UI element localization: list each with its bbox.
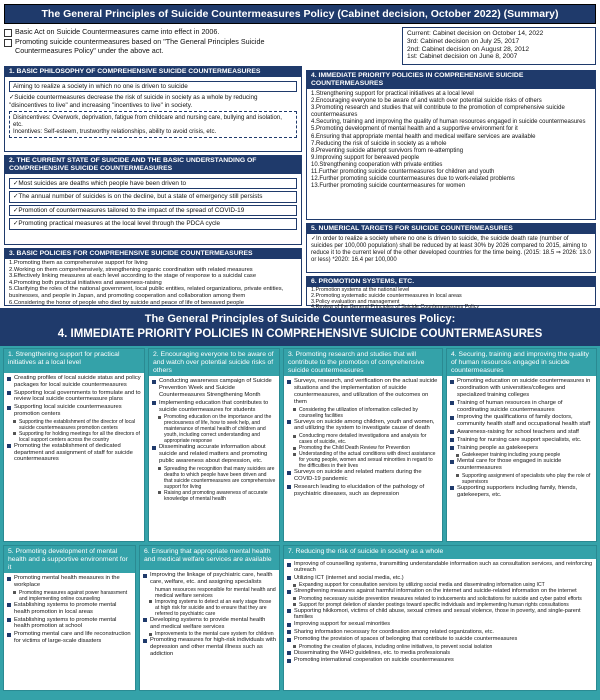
list-item: Creating profiles of local suicide status and policy packages for local suicide countermeasures xyxy=(7,375,141,389)
priority-card-6 xyxy=(139,545,280,691)
section-header: 3. BASIC POLICIES FOR COMPREHENSIVE SUICIDE COUNTERMEASURES xyxy=(5,249,301,259)
list-item: Supporting hikikomori, victims of child abuse, sexual crimes and sexual violence, those in poverty, and single-parent families xyxy=(287,608,593,621)
card-title: 5. Promoting development of mental health and a supportive environment for it xyxy=(4,546,135,573)
list-item: Surveys on suicide among children, youth and women, and utilizing the system to investigate cause of death xyxy=(287,419,439,433)
card-title: 4. Securing, training and improving the quality of human resources engaged in suicide countermeasures xyxy=(447,349,596,376)
list-item: Improving support for sexual minorities xyxy=(287,621,593,627)
list-item: Surveys, research, and verification on the actual suicide situations and the implementation of suicide countermeasures, and utilization of the outcomes on them xyxy=(287,378,439,405)
section-header: 5. NUMERICAL TARGETS FOR SUICIDE COUNTERMEASURES xyxy=(307,224,595,234)
card-title: 7. Reducing the risk of suicide in society as a whole xyxy=(284,546,596,559)
section-priority-policies: 4. IMMEDIATE PRIORITY POLICIES IN COMPREHENSIVE SUICIDE COUNTERMEASURES 1.Strengthening support for practical initiatives at a local level 2.Encouraging everyone to be aware of and watch over potential suicide risks of others 3.Promoting research and studies that will contribute to the promotion of comprehensive suicide countermeasures 4.Securing, training and improving the quality of human resources engaged in suicide countermeasures 5.Promoting development of mental health and a supportive environment for it 6.Ensuring that appropriate mental health and medical welfare services are available 7.Reducing the risk of suicide in society as a whole 8.Preventing suicide attempt survivors from re-attempting 9.Improving support for bereaved people 10.Strengthening cooperation with private entities 11.Further promoting suicide countermeasures for children and youth 12.Further promoting suicide countermeasures due to work-related problems 13.Further promoting suicide countermeasures for women xyxy=(306,70,596,220)
section-header: 1. BASIC PHILOSOPHY OF COMPREHENSIVE SUICIDE COUNTERMEASURES xyxy=(5,67,301,77)
list-item: Establishing systems to promote mental health promotion at school xyxy=(7,617,132,631)
card-title: 3. Promoting research and studies that will contribute to the promotion of comprehensive suicide countermeasures xyxy=(284,349,442,376)
sub-item: Improving systems to detect at an early stage those at high risk for suicide and to ensure that they are referred to psychiatric care xyxy=(143,599,276,617)
aim-box: Aiming to realize a society in which no one is driven to suicide xyxy=(9,81,297,92)
list-item: Training people as gatekeepers xyxy=(450,445,593,452)
list-item: Disseminating accurate information about suicide and related matters and promoting public awareness about depression, etc. xyxy=(152,444,276,464)
list-item: Training for nursing care support specialists, etc. xyxy=(450,437,593,444)
section-current-state xyxy=(4,155,302,245)
section-numerical-targets: 5. NUMERICAL TARGETS FOR SUICIDE COUNTERMEASURES ✓ In order to realize a society where no one is driven to suicide, the suicide death rate (number of suicides per 100,000 population) shall be reduced by at least 30% by 2026 compared to 2015, aiming to reduce it to the current level of the other developed countries for the time being. (2015: 18.5 ⇒ 2026: 13.0 or less) *2020: 16.4 per 100,000 xyxy=(306,223,596,273)
list-item: Utilizing ICT (internet and social media, etc.) xyxy=(287,575,593,581)
square-bullet-icon xyxy=(4,29,12,37)
list-item: Conducting awareness campaign of Suicide Prevention Week and Suicide Countermeasures Strengthening Month xyxy=(152,378,276,398)
list-item: Supporting local governments to formulate and to review local suicide countermeasure plans xyxy=(7,390,141,404)
sub-item: Raising and promoting awareness of accurate knowledge of mental health xyxy=(152,490,276,502)
sub-item: Supporting assignment of specialists who play the role of supervisors xyxy=(450,473,593,485)
priority-card-7 xyxy=(283,545,597,691)
sub-item: Understanding of the actual conditions with direct assistance for young people, women and sexual minorities in regard to the difficulties in their lives xyxy=(287,451,439,469)
list-item: Promoting the establishment of dedicated department and assignment of staff for suicide countermeasures xyxy=(7,443,141,463)
list-item: Promoting international cooperation on suicide countermeasures xyxy=(287,657,593,663)
section-basic-policies: 3. BASIC POLICIES FOR COMPREHENSIVE SUICIDE COUNTERMEASURES 1.Promoting them as comprehensive support for living 2.Working on them comprehensively, strengthening organic coordination with related measures 3.Effectively linking measures at each level according to the stage of response to a suicidal case 4.Promoting both practical initiatives and awareness-raising 5.Clarifying the roles of the national government, local public entities, related organizations, private entities, businesses, and people in Japan, and promoting cooperation and collaboration among them 6.Considering the honor of people who died by suicide and peace of life of bereaved people xyxy=(4,248,302,306)
priority-card-5 xyxy=(3,545,136,691)
sub-item: Promoting necessary suicide prevention measures related to inducements and solicitations for suicide and cyber patrol efforts xyxy=(287,596,593,602)
card-title: 2. Encouraging everyone to be aware of and watch over potential suicide risks of others xyxy=(149,349,279,376)
sub-item: Support for prompt deletion of slander postings toward specific individuals and implementing human rights consultations xyxy=(287,602,593,608)
state-item: ✓ Most suicides are deaths which people have been driven to xyxy=(9,178,297,189)
state-item: ✓ The annual number of suicides is on the decline, but a state of emergency still persists xyxy=(9,191,297,202)
sub-item: Supporting the establishment of the director of local suicide countermeasures promotion centers xyxy=(7,419,141,431)
sub-item: Gatekeeper training including young people xyxy=(450,452,593,458)
sub-item: Supporting for holding meetings for all the directors of local support centers across the country xyxy=(7,431,141,443)
list-item: Promoting education on suicide countermeasures in coordination with universities/colleges and specialized training colleges xyxy=(450,378,593,398)
list-item: Supporting supporters including family, friends, gatekeepers, etc. xyxy=(450,485,593,499)
card-title: 6. Ensuring that appropriate mental health and medical welfare services are available xyxy=(140,546,279,570)
sub-item: Expanding support for consultation services by utilizing social media and disseminating information using ICT xyxy=(287,582,593,588)
sub-item: Promoting the Child Death Review for Prevention xyxy=(287,445,439,451)
page-title: The General Principles of Suicide Countermeasures Policy (Cabinet decision, October 2022) (Summary) xyxy=(4,4,596,24)
list-item: Strengthening measures against harmful information on the internet and suicide-related information on the internet xyxy=(287,588,593,594)
section-header: 2. THE CURRENT STATE OF SUICIDE AND THE BASIC UNDERSTANDING OF COMPREHENSIVE SUICIDE COUNTERMEASURES xyxy=(5,156,301,174)
list-item: Developing systems to provide mental health and medical welfare services xyxy=(143,617,276,631)
intro-item: Promoting suicide countermeasures based on "The General Principles Suicide Countermeasures Policy" under the above act. xyxy=(4,38,304,55)
card-title: 1. Strengthening support for practical initiatives at a local level xyxy=(4,349,144,373)
state-item: ✓ Promoting practical measures at the local level through the PDCA cycle xyxy=(9,218,297,229)
plain-text: human resources responsible for mental health and medical welfare services xyxy=(155,586,276,599)
intro-item: Basic Act on Suicide Countermeasures came into effect in 2006. xyxy=(4,28,304,37)
sub-item: Conducting more detailed investigations and analysis for cases of suicide, etc. xyxy=(287,433,439,445)
sub-item: Promoting measures against power harassment and implementing online counseling xyxy=(7,590,132,602)
section-basic-philosophy xyxy=(4,66,302,152)
list-item: Mental care for those engaged in suicide countermeasures xyxy=(450,458,593,472)
list-item: Promoting the provision of spaces of belonging that contribute to suicide countermeasures xyxy=(287,636,593,642)
bottom-bar xyxy=(0,693,600,700)
list-item: Surveys on suicide and related matters during the COVID-19 pandemic xyxy=(287,469,439,483)
sub-item: Spreading the recognition that many suicides are deaths to which people have been driven and that suicide countermeasures are comprehensive support for living xyxy=(152,466,276,490)
intro xyxy=(4,27,304,63)
list-item: Improving of counselling systems, transmitting understandable information such as consultation services, and reinforcing outreach xyxy=(287,561,593,574)
list-item: Promoting measures for high-risk individuals with depression and other mental illness such as addiction xyxy=(143,637,276,657)
state-item: ✓ Promotion of countermeasures tailored to the impact of the spread of COVID-19 xyxy=(9,205,297,216)
list-item: Establishing systems to promote mental health promotion in local areas xyxy=(7,602,132,616)
priority-card-3 xyxy=(283,348,443,542)
sub-item: Promoting education on the importance and the preciousness of life, how to seek help, and maintenance of mental health of children and youth, including correct understanding and appropriate response xyxy=(152,414,276,444)
list-item: Implementing education that contributes to suicide countermeasures for students xyxy=(152,400,276,414)
section-header: 6. PROMOTION SYSTEMS, ETC. xyxy=(307,277,595,287)
list-item: Improving the linkage of psychiatric care, health care, welfare, etc. and assigning specialists xyxy=(143,572,276,586)
square-bullet-icon xyxy=(4,39,12,47)
list-item: Awareness-raising for school teachers and staff xyxy=(450,429,593,436)
section-promotion-systems: 6. PROMOTION SYSTEMS, ETC. 1.Promotion systems at the national level 2.Promoting systematic suicide countermeasures in local areas 3.Policy evaluation and management xyxy=(306,276,596,306)
priority-card-1 xyxy=(3,348,145,542)
list-item: Research leading to elucidation of the pathology of psychiatric diseases, such as depression xyxy=(287,484,439,498)
list-item: Sharing information necessary for coordination among related organizations, etc. xyxy=(287,629,593,635)
priority-policies-title: The General Principles of Suicide Countermeasures Policy: 4. IMMEDIATE PRIORITY POLICIES IN COMPREHENSIVE SUICIDE COUNTERMEASURES xyxy=(0,308,600,346)
list-item: Promoting mental care and life reconstruction for victims of large-scale disasters xyxy=(7,631,132,645)
list-item: Promoting mental health measures in the workplace xyxy=(7,575,132,589)
sub-item: Promoting the creation of places, including online initiatives, to prevent social isolation xyxy=(287,644,593,650)
list-item: Training of human resources in charge of coordinating suicide countermeasures xyxy=(450,400,593,414)
list-item: Disseminating the WHO guidelines, etc. to media professionals xyxy=(287,650,593,656)
sub-item: Improvements to the mental care system for children xyxy=(143,631,276,637)
philosophy-point: ✓ Suicide countermeasures decrease the risk of suicide in society as a whole by reducing "disincentives to live" and increasing "incentives to live" in society. xyxy=(9,94,297,109)
list-item: Improving the qualifications of family doctors, community health staff and occupational health staff xyxy=(450,414,593,428)
section-header: 4. IMMEDIATE PRIORITY POLICIES IN COMPREHENSIVE SUICIDE COUNTERMEASURES xyxy=(307,71,595,89)
cabinet-decisions-box: Current: Cabinet decision on October 14, 2022 3rd: Cabinet decision on July 25, 2017 2nd: Cabinet decision on August 28, 2012 1st: Cabinet decision on June 8, 2007 xyxy=(402,27,596,65)
sub-item: Considering the utilization of information collected by counseling facilities xyxy=(287,407,439,419)
incentives-box: Disincentives: Overwork, deprivation, fatigue from childcare and nursing care, bullying and isolation, etc. Incentives: Self-esteem, trustworthy relationships, ability to avoid crisis, etc. xyxy=(9,111,297,138)
list-item: Supporting local suicide countermeasures promotion centers xyxy=(7,404,141,418)
priority-card-2 xyxy=(148,348,280,542)
priority-card-4 xyxy=(446,348,597,542)
